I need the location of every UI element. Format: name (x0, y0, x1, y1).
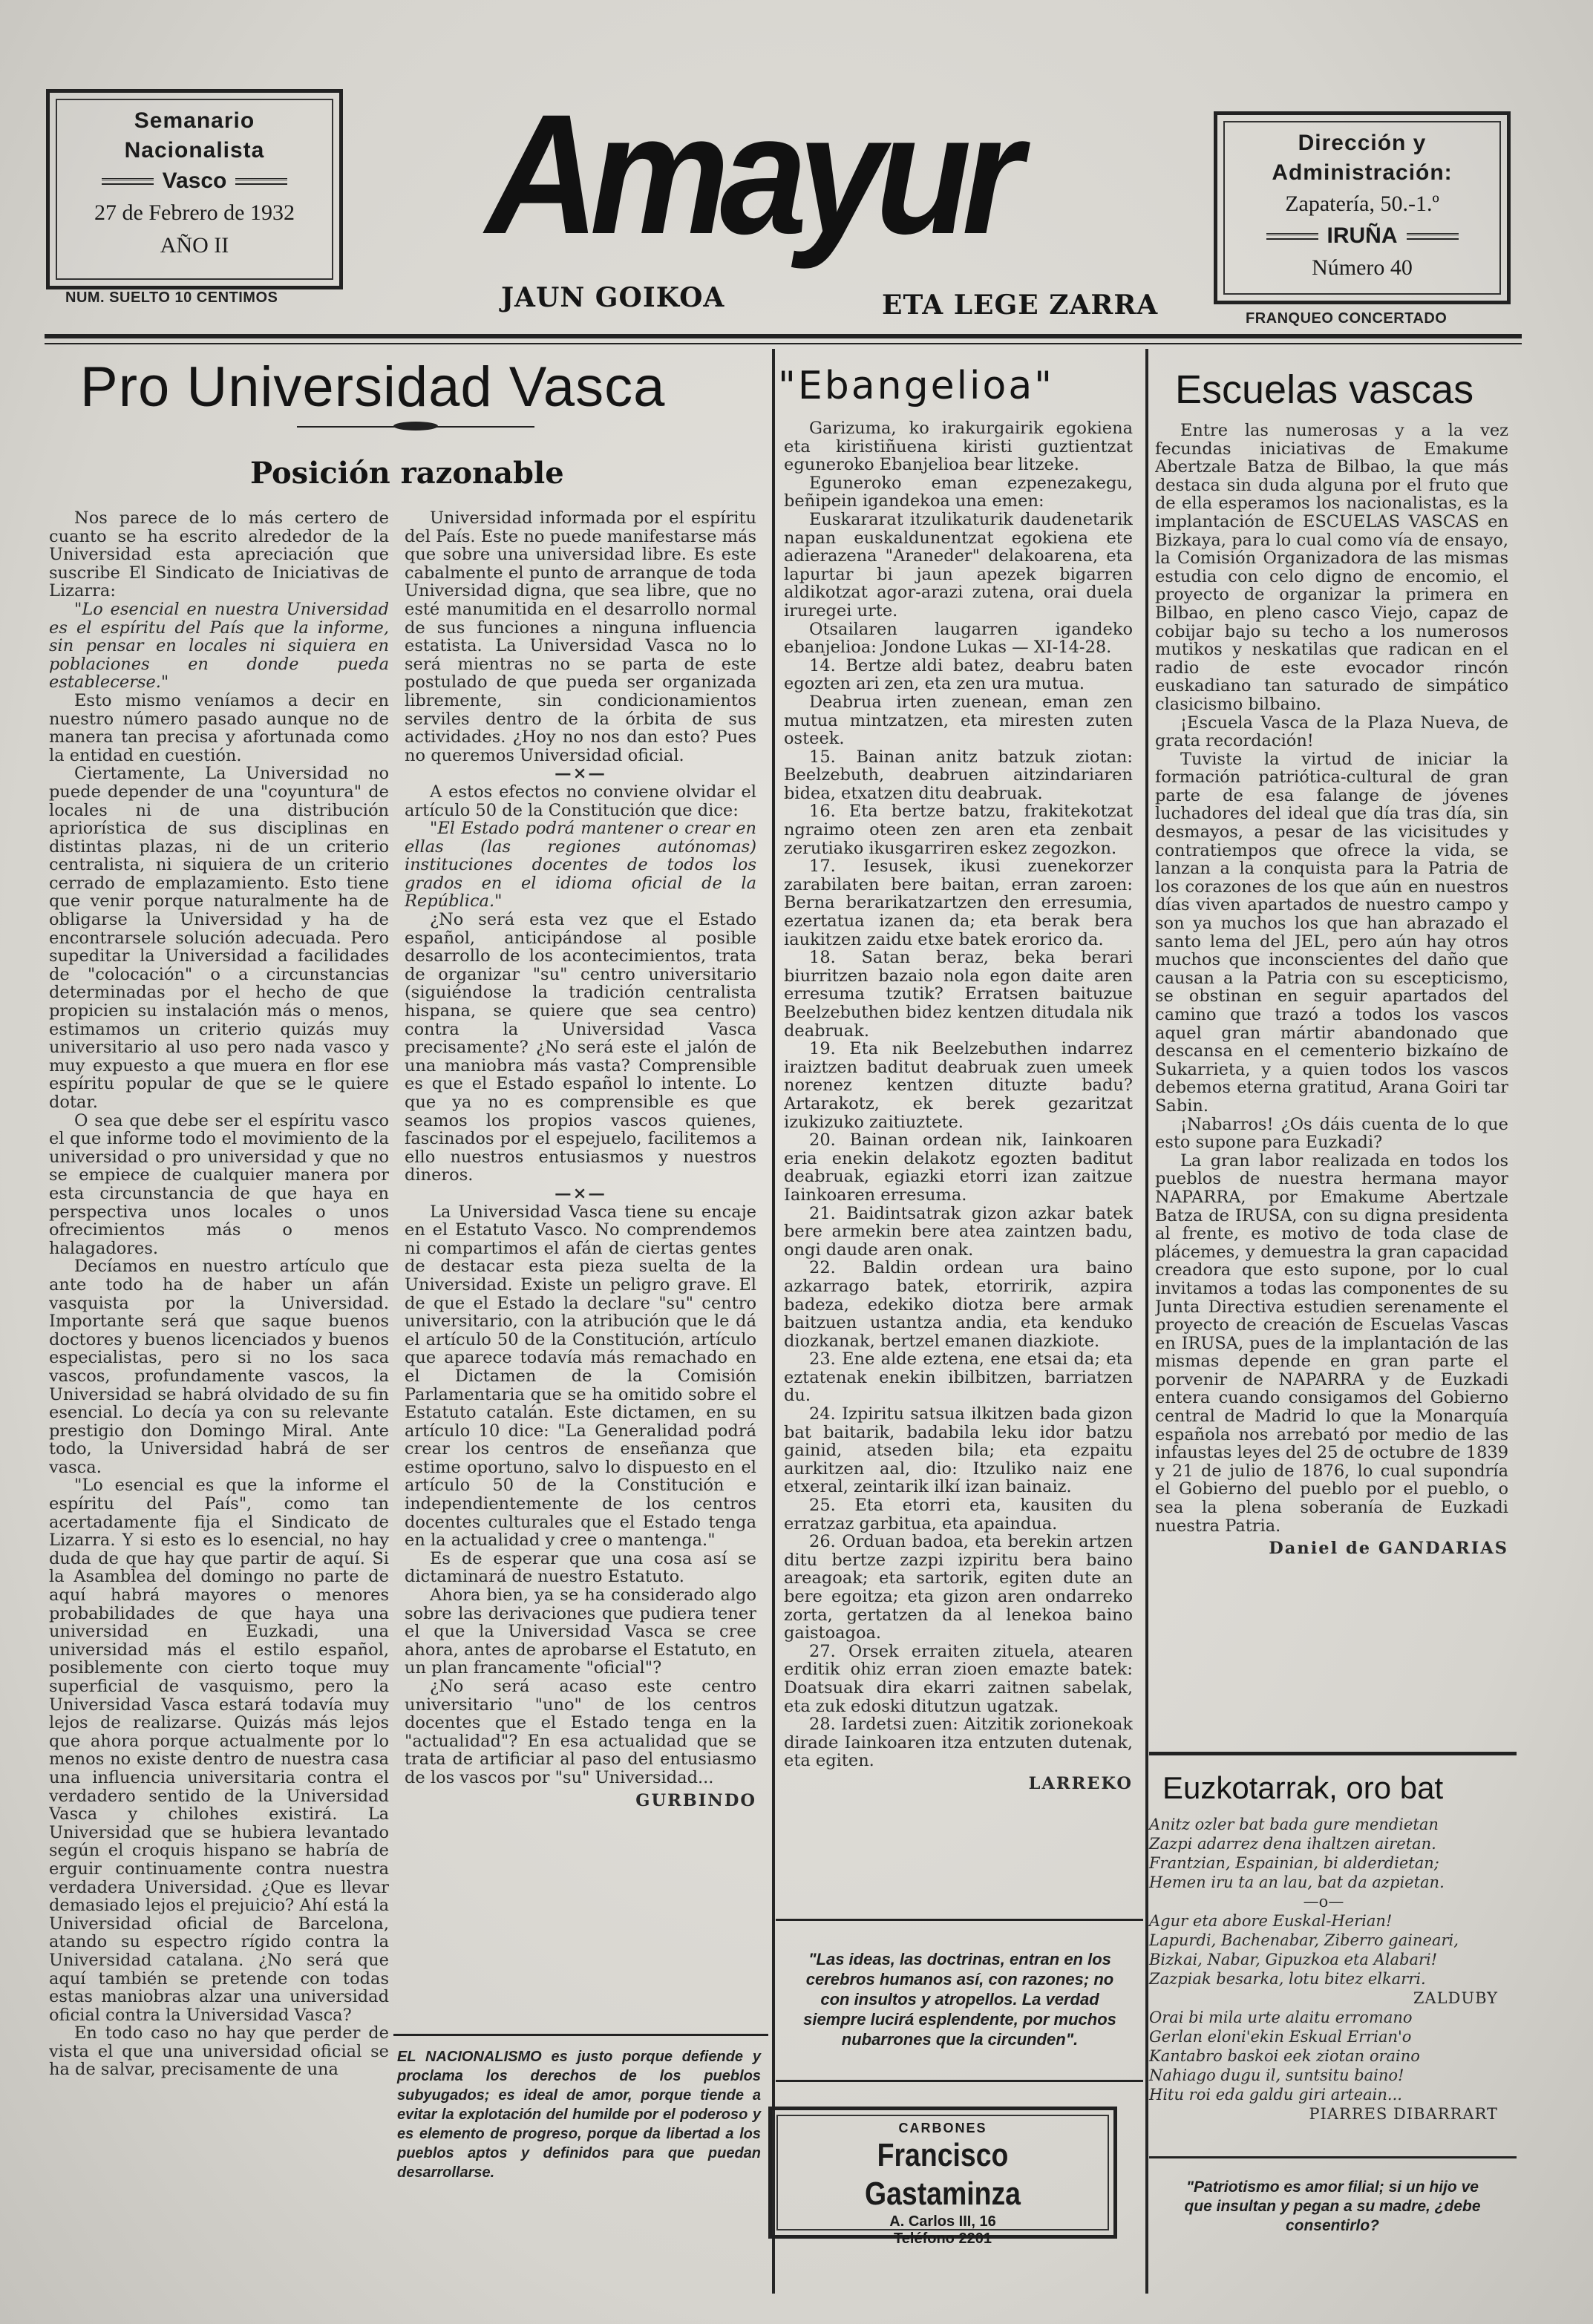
masthead-rule (45, 334, 1522, 338)
univ-c2-p2: A estos efectos no conviene olvidar el artículo 50 de la Constitución que dice: (405, 782, 756, 820)
coal-advert (768, 2107, 1117, 2247)
esc-p1: Entre las numerosas y a la vez fecundas iniciativas de Emakume Abertzale Batza de Bilbao, la que más destaca sin duda alguna por el fruto que de ella esperamos los nacionalistas, es la implantación de ESCUELAS VASCAS en Bizkaya, para lo cual como vía de ensayo, la Comisión Organizadora de las mismas estudia con celo digno de encomio, el proyecto de organizar la primera en Bilbao, en pleno casco Viejo, capaz de cobijar bajo su techo a los numerosos mutikos y neskatilas que radican en el radio de este evocador rincón euskadiano tan saturado de simpático clasicismo bilbaino. (1155, 422, 1508, 714)
esc-p4: ¡Nabarros! ¿Os dáis cuenta de lo que esto supone para Euzkadi? (1155, 1114, 1508, 1153)
univ-separator-1: —×— (555, 764, 606, 784)
univ-c2-p3: "El Estado podrá mantener o crear en ellas (las regiones autónomas) instituciones docentes de todos los grados en el idioma oficial de la República." (405, 819, 756, 911)
stanza3-line3: Kantabro baskoi eek ziotan oraino (1149, 2047, 1420, 2065)
bottom-quote: "Patriotismo es amor filial; si un hijo ve que insultan y pegan a su madre, ¿debe consentirlo? (1184, 2179, 1481, 2234)
issue-number: Número 40 (1312, 255, 1413, 280)
newspaper-title: Amayur (485, 79, 1014, 269)
esc-p3: Tuviste la virtud de iniciar la formación patriótica-cultural de gran parte de esa falange de jóvenes luchadores del ideal que día tras día, sin desmayos, a pesar de las vicisitudes y contratiempos que ofrece la vida, se lanzan a la conquista para la Patria de los corazones de los que aún en nuestros días viven apartados de nuestro campo y son ya muchos los que han abrazado el santo lema del JEL, pero aún hay otros muchos que inconscientes del daño que causan a la Patria con su escepticismo, se obstinan en seguir apartados del camino que trazó a todos los vascos aquel gran mártir abandonado que descansa en el cementerio bizkaíno de Sukarrieta, y a quien todos los vascos debemos eterna gratitud, Arana Goiri tar Sabin. (1155, 749, 1508, 1116)
stanza3-line1: Orai bi mila urte alaitu erromano (1149, 2009, 1413, 2026)
eban-p7: 15. Bainan anitz batzuk ziotan: Beelzebuth, deabruen aitzindariaren bidea, etxatzen ditu deabruak. (784, 747, 1133, 803)
ad-category: CARBONES (898, 2121, 987, 2135)
eban-p11: 19. Eta nik Beelzebuthen indarrez iraiztzen baditut deabruak zuen umeek norenez kentzen dituzte badu? Artarakotz, ek berek gezaritzat izukizuko zaitiuztete. (784, 1039, 1133, 1132)
univ-p7: "Lo esencial es que la informe el espíritu del País", como tan acertadamente fija el Sindicato de Lizarra. Y si esto es lo esencial, no hay duda de que hay que partir de aquí. Si la Asamblea del domingo no parte de aquí habrá mayores o menores probabilidades de que haya una universidad en Euzkadi, una universidad más el estilo español, posiblemente con cierto toque muy superficial de vasquismo, pero la Universidad Vasca estará todavía muy lejos de realizarse. Quizás más lejos que ahora porque actualmente por lo menos no existe dentro de nuestra casa una influencia universitaria contra el verdadero sentido de la Universidad Vasca y chilohes existirá. La Universidad que se hubiera levantado según el croquis hispano se habría de erguir continuamente contra nuestra verdadera Universidad. ¿Que es llevar demasiado lejos el prejuicio? Ahí está la Universidad oficial de Barcelona, atando su espectro rígido contra la Universidad catalana. ¿No será que aquí también se pretende con todas estas maniobras alzar una universidad oficial contra la Universidad Vasca? (49, 1476, 389, 2025)
eban-p12: 20. Bainan ordean nik, Iainkoaren eria enekin delakotz egozten baditut deabruak, egiazki etorri izan zaitzue Iainkoaren erresuma. (784, 1130, 1133, 1205)
eban-p14: 22. Baldin ordean ura baino azkarrago batek, etorririk, azpira badeza, edekiko diotza bere armak baitzuen ustantza andia, eta kenduko diozkanak, bertzel emanen diazkiote. (784, 1258, 1133, 1351)
eban-p2: Eguneroko eman ezpenezakegu, beñipein igandekoa una emen: (784, 473, 1133, 511)
univ-c2-p5: La Universidad Vasca tiene su encaje en el Estatuto Vasco. No comprendemos ni compartimos el afán de ciertas gentes de destacar esta pieza suelta de la Universidad. Existe un peligro grave. El de que el Estado la declare "su" centro universitario, con la atribución que le dá el artículo 50 de la Constitución, artículo que aparece todavía más remachado en el Dictamen de la Comisión Parlamentaria que se ha omitido sobre el Estatuto catalán. Este dictamen, en su artículo 10 dice: "La Generalidad podrá crear los centros de enseñanza que estime oportuno, salvo lo dispuesto en el artículo 50 de la Constitución e independientemente de los centros docentes culturales que el Estado tenga en la actualidad y cree o mantenga." (405, 1202, 756, 1551)
univ-separator-2: —×— (555, 1183, 606, 1203)
univ-p8: En todo caso no hay que perder de vista el que una universidad oficial se ha de salvar, precisamente de una (49, 2023, 389, 2080)
ebangelioa-col (784, 419, 1133, 1893)
admin-city: IRUÑA (1232, 220, 1492, 252)
univ-p4: Ciertamente, La Universidad no puede depender de una "coyuntura" de locales ni de una distribución apriorística de sus disciplinas en distintas plazas, ni de un criterio centralista, ni siquiera de un criterio cerrado de emplazamiento. Esto tiene que venir porque naturalmente ha de obligarse la Universidad y ha de encontrarsele solución adecuada. Pero supeditar la Universidad a facilidades de "colocación" o a circunstancias determinadas por el hecho de que propicien su instalación más o menos, estimamos un criterio quizás muy universitario al uso pero nada vasco y muy expuesto a que muera en flor ese espíritu popular de que se le quiere dotar. (49, 764, 389, 1112)
masthead-subtitle: Semanario Nacionalista (124, 108, 265, 163)
eban-signature: LARREKO (1028, 1773, 1133, 1793)
quote-rule (776, 1919, 1143, 1921)
stanza2-line3: Bizkai, Nabar, Gipuzkoa eta Alabari! (1149, 1951, 1438, 1968)
nacionalismo-rule (393, 2034, 768, 2036)
quote-rule-bottom (776, 2080, 1143, 2082)
ad-phone: Teléfono 2201 (894, 2230, 992, 2247)
column-rule-1 (772, 349, 775, 2294)
stanza3-line5: Hitu roi eda galdu giri arteain... (1149, 2086, 1402, 2104)
eban-p3: Euskararat itzulikaturik daudenetarik napan euskaldunentzat egokiena ete adierazena "Araneder" delakoarena, eta lapurtar bi jaun apezek bigarren aldikotzat agor-arazi zutena, orai duela iruregei urte. (784, 509, 1133, 621)
eban-p8: 16. Eta bertze batzu, frakitekotzat ngraimo oteen zen aren eta zenbait zerutiako ikusgarriren eskez zegozkon. (784, 802, 1133, 858)
eban-p6: Deabrua irten zuenean, eman zen mutua mintzatzen, eta miresten zuten osteek. (784, 692, 1133, 749)
eban-p4: Otsailaren laugarren igandeko ebanjelioa: Jondone Lukas — XI-14-28. (784, 619, 1133, 658)
esc-signature: Daniel de GANDARIAS (1269, 1539, 1508, 1559)
universidad-col-2 (405, 509, 756, 2016)
stanza3-line4: Nahiago dugu il, suntsitu baino! (1149, 2066, 1404, 2084)
univ-c2-p1: Universidad informada por el espíritu del País. Este no puede manifestarse más que sobre una universidad libre. Es este cabalmente el punto de arranque de toda Universidad digna, que sea libre, que no esté manumitida en el desarrollo normal de sus funciones a ninguna influencia estatista. La Universidad Vasca no lo será mientras no se parta de este postulado de que pueda ser organizada libremente, sin condicionamientos serviles dentro de la órbita de sus actividades. ¿Hoy no nos dan esto? Pues no queremos Universidad oficial. (405, 509, 756, 765)
poem-signature-1: ZALDUBY (1413, 1989, 1498, 2007)
eban-p10: 18. Satan beraz, beka berari biurritzen bazaio nola egon daite aren erresuma tzutik? Erratsen baituzue Beelzebuthen bidez kentzen ditudala nik deabruak. (784, 948, 1133, 1041)
headline-universidad: Pro Universidad Vasca (80, 356, 666, 419)
postage-note: FRANQUEO CONCERTADO (1246, 310, 1448, 327)
masthead-rule-thin (45, 343, 1522, 344)
stanza2-line4: Zazpiak besarka, lotu bitez elkarri. (1149, 1970, 1426, 1988)
headline-euzkotarrak: Euzkotarrak, oro bat (1162, 1770, 1444, 1805)
euzko-rule (1149, 1752, 1517, 1755)
column-rule-2 (1145, 349, 1148, 2294)
masthead-right-box (1214, 111, 1511, 304)
ad-address: A. Carlos III, 16 (889, 2213, 996, 2230)
headline-escuelas: Escuelas vascas (1175, 367, 1474, 412)
univ-p1: Nos parece de lo más certero de cuanto se ha escrito alrededor de la Universidad esta apreciación que suscribe El Sindicato de Iniciativas de Lizarra: (49, 509, 389, 601)
headline-ebangelioa: "Ebangelioa" (778, 364, 1055, 408)
masthead-left-box (46, 89, 343, 289)
stanza1-line2: Zazpi adarrez dena ihaltzen airetan. (1149, 1835, 1436, 1853)
stanza3-line2: Gerlan eloni'ekin Eskual Errian'o (1149, 2028, 1412, 2046)
eban-p1: Garizuma, ko irakurgairik egokiena eta kiristiñuena kiristi guztientzat eguneroko Ebanjelioa bear litzeke. (784, 419, 1133, 475)
eban-p15: 23. Ene alde eztena, ene etsai da; eta eztatenak enekin ibilbitzen, barriatzen du. (784, 1349, 1133, 1406)
stanza-separator: —o— (1303, 1893, 1344, 1911)
motto-right: ETA LEGE ZARRA (882, 289, 1159, 321)
quote-box: "Las ideas, las doctrinas, entran en los cerebros humanos así, con razones; no con insultos y atropellos. La verdad siempre lucirá esplendente, por muchos nubarrones que la circunden". (803, 1950, 1116, 2049)
univ-p3: Esto mismo veníamos a decir en nuestro número pasado aunque no de manera tan precisa y afortunada como la entidad en cuestión. (49, 690, 389, 765)
univ-signature: GURBINDO (635, 1790, 756, 1810)
bottom-quote-rule (1149, 2156, 1517, 2158)
ad-name: Francisco Gastaminza (865, 2137, 1021, 2212)
escuelas-col (1155, 422, 1508, 1754)
issue-date: 27 de Febrero de 1932 (94, 200, 295, 225)
univ-p6: Decíamos en nuestro artículo que ante todo ha de haber un afán vasquista por la Universidad. Importante será que saque buenos doctores y buenos licenciados y buenos especialistas, pero si no los saca vascos, profundamente vascos, la Universidad se habrá olvidado de su fin esencial. Lo decía ya con su relevante prestigio don Domingo Miral. Ante todo, la Universidad habrá de ser vasca. (49, 1257, 389, 1477)
univ-c2-p7: Ahora bien, ya se ha considerado algo sobre las derivaciones que pudiera tener el que la Universidad Vasca se cree ahora, antes de aprobarse el Estatuto, en un plan francamente "oficial"? (405, 1585, 756, 1678)
universidad-col-1 (49, 509, 389, 2287)
eban-p13: 21. Baidintsatrak gizon azkar batek bere armekin bere atea zaintzen badu, ongi daude aren onak. (784, 1203, 1133, 1260)
univ-c2-p8: ¿No será acaso este centro universitario "uno" de los centros docentes que el Estado tenga en la "actualidad"? En esa actualidad que se trata de artificiar al paso del entusiasmo de los vascos por "su" Universidad... (405, 1677, 756, 1787)
univ-p5: O sea que debe ser el espíritu vasco el que informe todo el movimiento de la universidad o pro universidad y que no se empiece de cualquier manera por esta circunstancia de que haya en perspectiva unos locales o unos ofrecimientos más o menos halagadores. (49, 1110, 389, 1258)
stanza1-line1: Anitz ozler bat bada gure mendietan (1149, 1816, 1439, 1833)
motto-left: JAUN GOIKOA (501, 282, 725, 313)
euzko-poem (1149, 1815, 1498, 2124)
issue-year: AÑO II (160, 233, 229, 258)
eban-p9: 17. Iesusek, ikusi zuenekorzer zarabilaten bere baitan, erran zaroen: Berna berarikatzartzen den erresumia, ezertatua izanen da; eta berak bera iaukitzen zaidu etxe batek erorico da. (784, 857, 1133, 949)
eban-p19: 27. Orsek erraiten zituela, atearen erditik ohiz erran zioen emazte batek: Doatsuak dira ekarri zaitnen sabelak, eta zuk edoski ditutzun ugatzak. (784, 1641, 1133, 1716)
stanza2-line2: Lapurdi, Bachenabar, Ziberro gaineari, (1149, 1931, 1459, 1949)
headline-ornament (297, 423, 534, 431)
eban-p17: 25. Eta etorri eta, kausiten du erratzaz garbitua, eta apaindua. (784, 1496, 1133, 1533)
univ-c2-p6: Es de esperar que una cosa así se dictaminará de nuestro Estatuto. (405, 1548, 756, 1587)
stanza1-line3: Frantzian, Espainian, bi alderdietan; (1149, 1854, 1439, 1872)
admin-label: Dirección y Administración: (1272, 131, 1453, 185)
univ-c2-p4: ¿No será esta vez que el Estado español, anticipándose al posible desarrollo de los acontecimientos, trata de organizar "su" centro universitario (siguiéndose la tradición centralista hispana, se quiere que sea centro) contra la Universidad Vasca precisamente? ¿No será este el jalón de una maniobra más vasta? Comprensible es que el Estado español lo intente. Lo que ya no es comprensible es que seamos los propios vascos quienes, fascinados por el espejuelo, facilitemos a ello nuestros entusiasmos y nuestros dineros. (405, 910, 756, 1185)
eban-p5: 14. Bertze aldi batez, deabru baten egozten ari zen, eta zen ura mutua. (784, 655, 1133, 694)
esc-p2: ¡Escuela Vasca de la Plaza Nueva, de grata recordación! (1155, 713, 1508, 751)
eban-p16: 24. Izpiritu satsua ilkitzen bada gizon bat baitarik, badabila leku idor batzu gainid, atseden bila; eta ezpaitu aurkitzen aal, dio: Itzuliko naiz ene etxeral, zeintarik ilkí izan bainaiz. (784, 1404, 1133, 1497)
eban-p18: 26. Orduan badoa, eta berekin artzen ditu bertze zazpi izpiritu bera baino areagoak; eta sartorik, egiten dute an bere egoitza; eta gizon aren ondarreko zorta, gertatzen da al lenekoa baino gaistoagoa. (784, 1532, 1133, 1643)
nacionalismo-note: EL NACIONALISMO es justo porque defiende y proclama los derechos de los pueblos subyugados; es ideal de amor, porque tiende a evitar la explotación del humilde por el poderoso y es elemento de progreso, porque da libertad a los pueblos aptos y definidos para que puedan desarrollarse. (397, 2049, 761, 2181)
stanza2-line1: Agur eta abore Euskal-Herian! (1149, 1912, 1393, 1930)
eban-p20: 28. Iardetsi zuen: Aitzitik zorionekoak dirade Iainkoaren itza entzuten dutenak, eta egiten. (784, 1715, 1133, 1771)
univ-p2: "Lo esencial en nuestra Universidad es el espíritu del País que la informe, sin pensar en locales ni siquiera en poblaciones en donde pueda establecerse." (49, 599, 389, 693)
subhead-posicion: Posición razonable (250, 456, 564, 491)
admin-address: Zapatería, 50.-1.º (1285, 192, 1439, 216)
masthead-subtitle-2: Vasco (65, 166, 324, 197)
poem-signature-2: PIARRES DIBARRART (1309, 2105, 1498, 2123)
esc-p5: La gran labor realizada en todos los pueblos de nuestra hermana mayor NAPARRA, por Emakume Abertzale Batza de IRUSA, con su digna presidenta al frente, es motivo de toda clase de plácemes, y demuestra la gran capacidad creadora que esto supone, por lo cual invitamos a todas las componentes de su Junta Directiva estudien serenamente el proyecto de creación de Escuelas Vascas en IRUSA, pues de la implantación de las mismas depende en gran parte el porvenir de NAPARRA y de Euzkadi entera cuando consigamos del Gobierno central de Madrid lo que la Monarquía española nos arrebató por medio de las infaustas leyes del 25 de octubre de 1839 y 21 de julio de 1876, lo cual supondría el Gobierno del pueblo por el pueblo, o sea la plena soberanía de Euzkadi nuestra Patria. (1155, 1150, 1508, 1536)
stanza1-line4: Hemen iru ta an lau, bat da azpietan. (1149, 1873, 1445, 1891)
price-note: NUM. SUELTO 10 CENTIMOS (65, 289, 278, 306)
